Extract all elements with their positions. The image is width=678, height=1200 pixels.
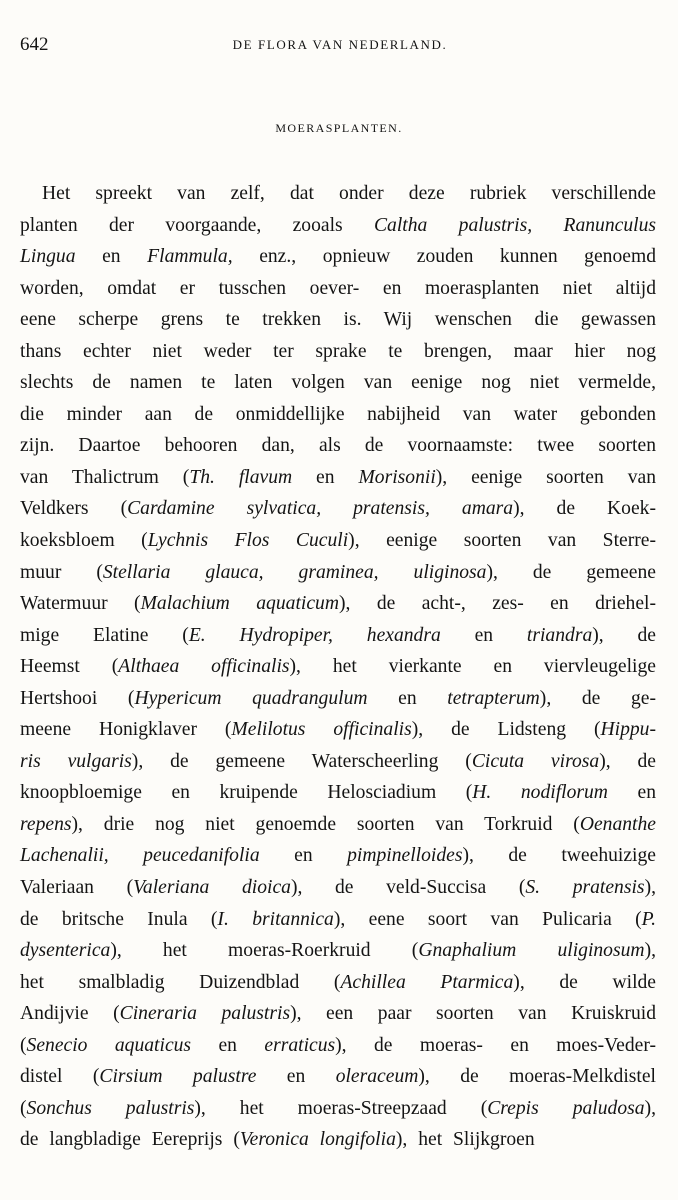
text-run: het smalbladig Duizendblad (: [20, 971, 341, 993]
italic-species-name: Gnaphalium uliginosum: [418, 940, 645, 962]
text-run: en: [292, 466, 359, 488]
text-line: [20, 872, 656, 904]
text-line: [20, 304, 656, 336]
italic-species-name: Oenanthe: [579, 813, 656, 835]
text-run: de langbladige Eereprijs (: [20, 1129, 240, 1151]
text-run: de britsche Inula (: [20, 908, 218, 930]
text-line: [20, 178, 656, 210]
text-run: die minder aan de onmiddellijke nabijheid van water gebonden: [20, 403, 656, 425]
italic-species-name: S. pratensis: [525, 877, 645, 899]
running-title: DE FLORA VAN NEDERLAND.: [232, 37, 448, 52]
italic-species-name: Cineraria palustris: [119, 1003, 291, 1025]
italic-species-name: Senecio aquaticus: [26, 1034, 192, 1056]
text-run: en: [75, 246, 148, 268]
italic-species-name: erraticus: [264, 1034, 336, 1056]
text-line: [20, 935, 656, 967]
text-run: ), de: [599, 750, 656, 772]
text-run: thans echter niet weder ter sprake te brengen, maar hier nog: [20, 340, 656, 362]
italic-species-name: Cardamine sylvatica, pratensis, amara: [127, 498, 514, 520]
text-line: [20, 399, 656, 431]
text-line: [20, 336, 656, 368]
text-line: [20, 493, 656, 525]
text-run: ), de gemeene: [486, 561, 656, 583]
text-line: [20, 1030, 656, 1062]
text-run: [532, 215, 563, 236]
text-run: en: [191, 1034, 265, 1056]
text-run: Het spreekt van zelf, dat onder deze rubriek verschillende: [42, 183, 656, 204]
text-run: (: [20, 1097, 27, 1119]
text-run: ),: [644, 877, 656, 899]
italic-species-name: I. britannica: [217, 908, 334, 930]
italic-species-name: ris vulgaris: [20, 750, 132, 772]
text-run: van Thalictrum (: [20, 466, 190, 488]
italic-species-name: Lingua: [20, 246, 76, 268]
text-line: [20, 967, 656, 999]
text-run: ), drie nog niet genoemde soorten van Torkruid (: [71, 813, 580, 835]
text-line: [20, 1093, 656, 1125]
italic-species-name: dysenterica: [20, 940, 111, 962]
text-run: ),: [644, 940, 656, 962]
text-run: slechts de namen te laten volgen van eenige nog niet vermelde,: [20, 372, 656, 394]
italic-species-name: Malachium aquaticum: [140, 593, 339, 615]
body-paragraph: [20, 178, 656, 1156]
text-line: [20, 998, 656, 1030]
text-run: ), de moeras- en moes-Veder-: [335, 1034, 656, 1056]
text-run: en: [256, 1066, 336, 1088]
text-run: ), de Lidsteng (: [411, 719, 601, 741]
italic-species-name: Lachenalii, peucedanifolia: [20, 845, 260, 867]
text-run: ),: [644, 1097, 656, 1119]
text-run: Valeriaan (: [20, 877, 134, 899]
text-run: Hertshooi (: [20, 687, 135, 709]
italic-species-name: repens: [20, 813, 72, 835]
text-run: ), de veld-Succisa (: [290, 877, 526, 899]
italic-species-name: Lychnis Flos Cuculi: [147, 530, 349, 552]
italic-species-name: Veronica longifolia: [239, 1129, 396, 1151]
text-run: ), eenige soorten van Sterre-: [348, 530, 656, 552]
text-run: knoopbloemige en kruipende Helosciadium (: [20, 782, 473, 804]
text-line: [20, 683, 656, 715]
text-run: mige Elatine (: [20, 624, 189, 646]
italic-species-name: Caltha palustris,: [373, 214, 533, 236]
text-run: ), de wilde: [513, 971, 656, 993]
section-heading: MOERASPLANTEN.: [275, 121, 403, 135]
text-line: [20, 840, 656, 872]
italic-species-name: H. nodiflorum: [472, 782, 608, 804]
text-run: Veldkers (: [20, 498, 128, 520]
text-line: [20, 367, 656, 399]
text-run: ), een paar soorten van Kruiskruid: [290, 1003, 656, 1025]
text-line: [20, 714, 656, 746]
text-run: meene Honigklaver (: [20, 719, 232, 741]
text-run: enz., opnieuw zouden kunnen genoemd: [232, 246, 657, 268]
italic-species-name: Ranunculus: [563, 214, 656, 236]
text-run: koeksbloem (: [20, 530, 148, 552]
text-line: [20, 462, 656, 494]
italic-species-name: triandra: [526, 624, 593, 646]
text-run: ), het vierkante en viervleugelige: [289, 656, 656, 678]
italic-species-name: oleraceum: [335, 1066, 419, 1088]
text-run: (: [20, 1034, 27, 1056]
text-run: ), de tweehuizige: [462, 845, 656, 867]
italic-species-name: pimpinelloides: [347, 845, 463, 867]
text-run: ), de moeras-Melkdistel: [418, 1066, 656, 1088]
text-line: [20, 620, 656, 652]
text-run: en: [440, 624, 527, 646]
text-line: [20, 746, 656, 778]
text-run: distel (: [20, 1066, 100, 1088]
text-run: eene scherpe grens te trekken is. Wij wenschen die gewassen: [20, 309, 656, 331]
text-run: ), eene soort van Pulicaria (: [333, 908, 642, 930]
text-run: Andijvie (: [20, 1003, 120, 1025]
italic-species-name: P.: [641, 908, 657, 930]
text-run: muur (: [20, 561, 103, 583]
text-run: planten der voorgaande, zooals: [20, 214, 374, 236]
text-run: Watermuur (: [20, 593, 141, 615]
running-head: [20, 34, 658, 56]
text-line: [20, 430, 656, 462]
italic-species-name: Th. flavum: [189, 466, 293, 488]
italic-species-name: Valeriana dioica: [133, 877, 291, 899]
text-run: ), eenige soorten van: [435, 466, 657, 488]
text-line: [20, 1124, 656, 1156]
text-run: ), het moeras-Streepzaad (: [194, 1097, 488, 1119]
italic-species-name: Crepis paludosa: [487, 1097, 645, 1119]
text-run: en: [367, 687, 448, 709]
italic-species-name: Melilotus officinalis: [231, 719, 412, 741]
italic-species-name: Stellaria glauca, graminea, uliginosa: [102, 561, 487, 583]
text-run: ), de gemeene Waterscheerling (: [131, 750, 472, 772]
text-run: ), het Slijkgroen: [395, 1129, 535, 1151]
italic-species-name: Cicuta virosa: [471, 750, 600, 772]
italic-species-name: Hippu-: [600, 719, 656, 741]
text-line: [20, 241, 656, 273]
text-line: [20, 777, 656, 809]
text-run: zijn. Daartoe behooren dan, als de voornaamste: twee soorten: [20, 435, 656, 457]
text-line: [20, 273, 656, 305]
text-run: ), de ge-: [539, 687, 656, 709]
text-line: [20, 525, 656, 557]
italic-species-name: Hypericum quadrangulum: [134, 687, 368, 709]
italic-species-name: Sonchus palustris: [26, 1097, 195, 1119]
text-run: ), de acht-, zes- en driehel-: [338, 593, 656, 615]
italic-species-name: tetrapterum: [447, 687, 540, 709]
italic-species-name: Cirsium palustre: [99, 1066, 257, 1088]
text-line: [20, 809, 656, 841]
page-number: 642: [20, 34, 49, 55]
text-run: ), de: [592, 624, 656, 646]
text-line: [20, 588, 656, 620]
text-run: worden, omdat er tusschen oever- en moerasplanten niet altijd: [20, 277, 656, 299]
text-line: [20, 651, 656, 683]
italic-species-name: Althaea officinalis: [118, 656, 290, 678]
italic-species-name: Flammula,: [147, 246, 233, 268]
text-run: en: [607, 782, 656, 804]
text-line: [20, 210, 656, 242]
italic-species-name: E. Hydropiper, hexandra: [188, 624, 441, 646]
text-line: [20, 904, 656, 936]
text-run: en: [259, 845, 348, 867]
italic-species-name: Achillea Ptarmica: [340, 971, 514, 993]
text-run: Heemst (: [20, 656, 119, 678]
text-line: [20, 557, 656, 589]
italic-species-name: Morisonii: [358, 466, 436, 488]
text-line: [20, 1061, 656, 1093]
text-run: ), het moeras-Roerkruid (: [110, 940, 419, 962]
text-run: ), de Koek-: [513, 498, 657, 520]
